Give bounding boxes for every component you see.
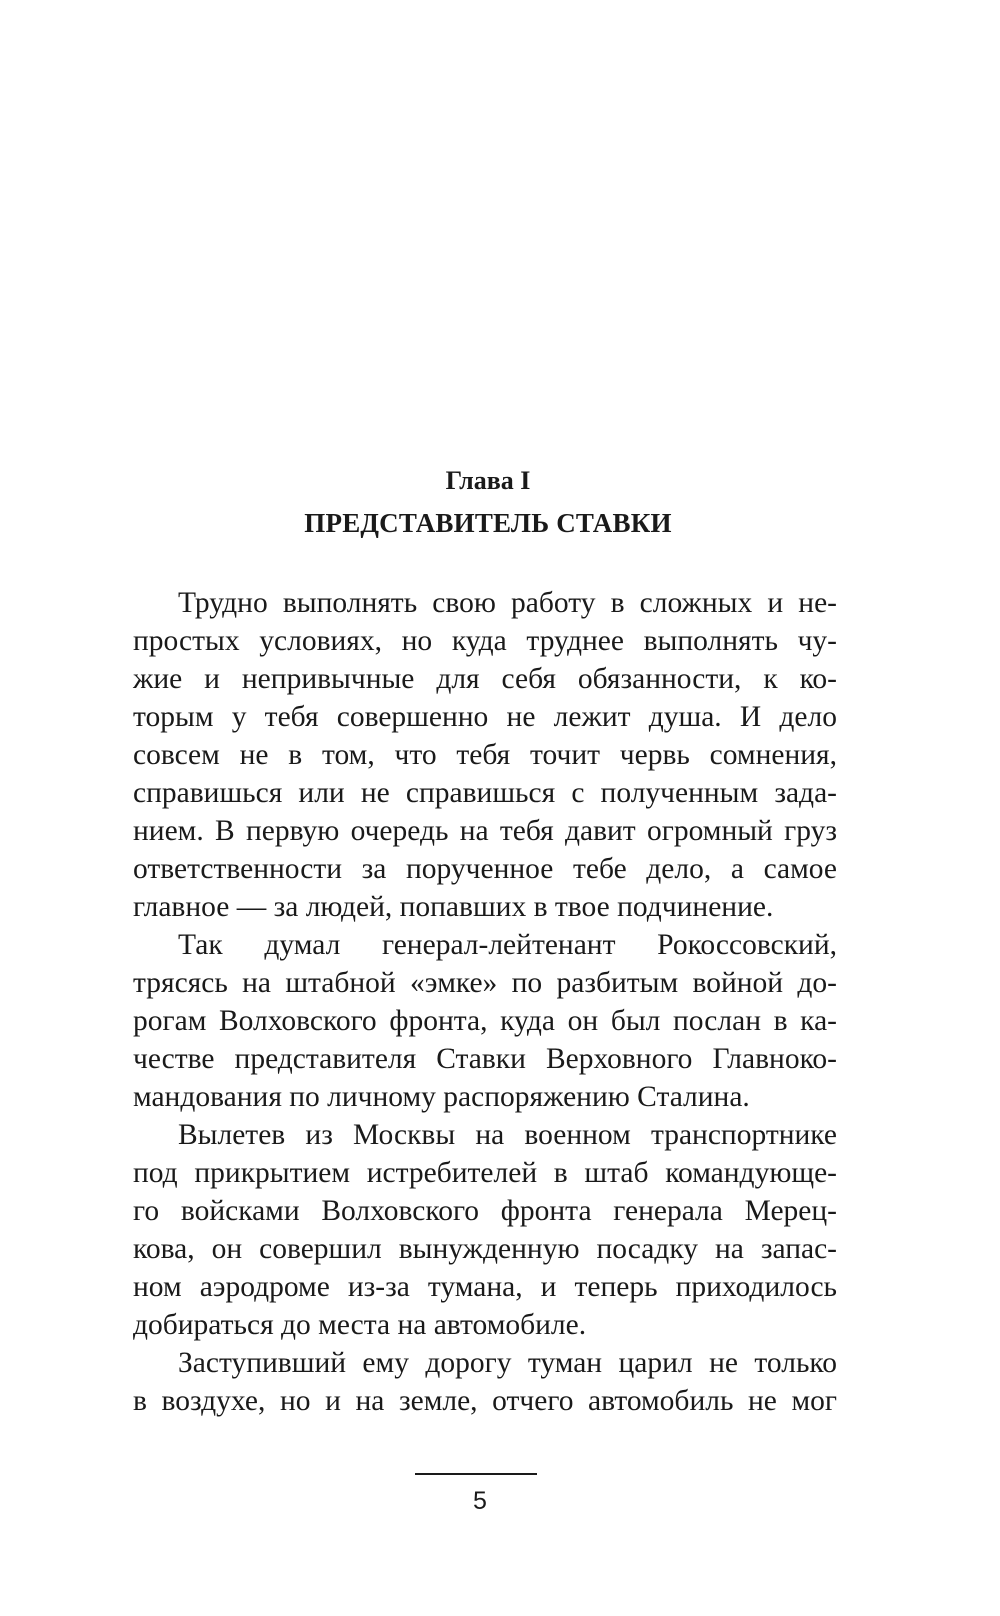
chapter-title: ПРЕДСТАВИТЕЛЬ СТАВКИ (304, 508, 672, 538)
text-line: Так думал генерал-лейтенант Рокоссовский, (178, 929, 837, 961)
text-line: торым у тебя совершенно не лежит душа. И дело (133, 701, 837, 733)
text-line: под прикрытием истребителей в штаб командующе- (133, 1157, 837, 1189)
body-text (133, 584, 837, 1420)
text-line: Вылетев из Москвы на военном транспортнике (178, 1119, 837, 1151)
text-line: мандования по личному распоряжению Сталина. (133, 1081, 750, 1113)
text-line: Заступивший ему дорогу туман царил не только (178, 1347, 837, 1379)
text-line: справишься или не справишься с полученным зада- (133, 777, 837, 809)
text-line: жие и непривычные для себя обязанности, к ко- (133, 663, 837, 695)
text-line: совсем не в том, что тебя точит червь сомнения, (133, 739, 837, 771)
chapter-number: Глава I (445, 466, 531, 495)
text-line: Трудно выполнять свою работу в сложных и не- (178, 587, 837, 619)
text-line: в воздухе, но и на земле, отчего автомобиль не мог (133, 1385, 837, 1417)
page-number: 5 (473, 1487, 487, 1515)
text-line: рогам Волховского фронта, куда он был послан в ка- (133, 1005, 837, 1037)
text-line: трясясь на штабной «эмке» по разбитым войной до- (133, 967, 837, 999)
text-line: простых условиях, но куда труднее выполнять чу- (133, 625, 837, 657)
text-line: ном аэродроме из-за тумана, и теперь приходилось (133, 1271, 837, 1303)
text-line: добираться до места на автомобиле. (133, 1309, 587, 1341)
text-line: кова, он совершил вынужденную посадку на запас- (133, 1233, 837, 1265)
text-line: ответственности за порученное тебе дело, а самое (133, 853, 837, 885)
text-line: го войсками Волховского фронта генерала Мерец- (133, 1195, 837, 1227)
footer-rule (415, 1473, 537, 1475)
text-line: нием. В первую очередь на тебя давит огромный груз (133, 815, 837, 847)
text-line: честве представителя Ставки Верховного Главноко- (133, 1043, 837, 1075)
text-line: главное — за людей, попавших в твое подчинение. (133, 891, 774, 923)
